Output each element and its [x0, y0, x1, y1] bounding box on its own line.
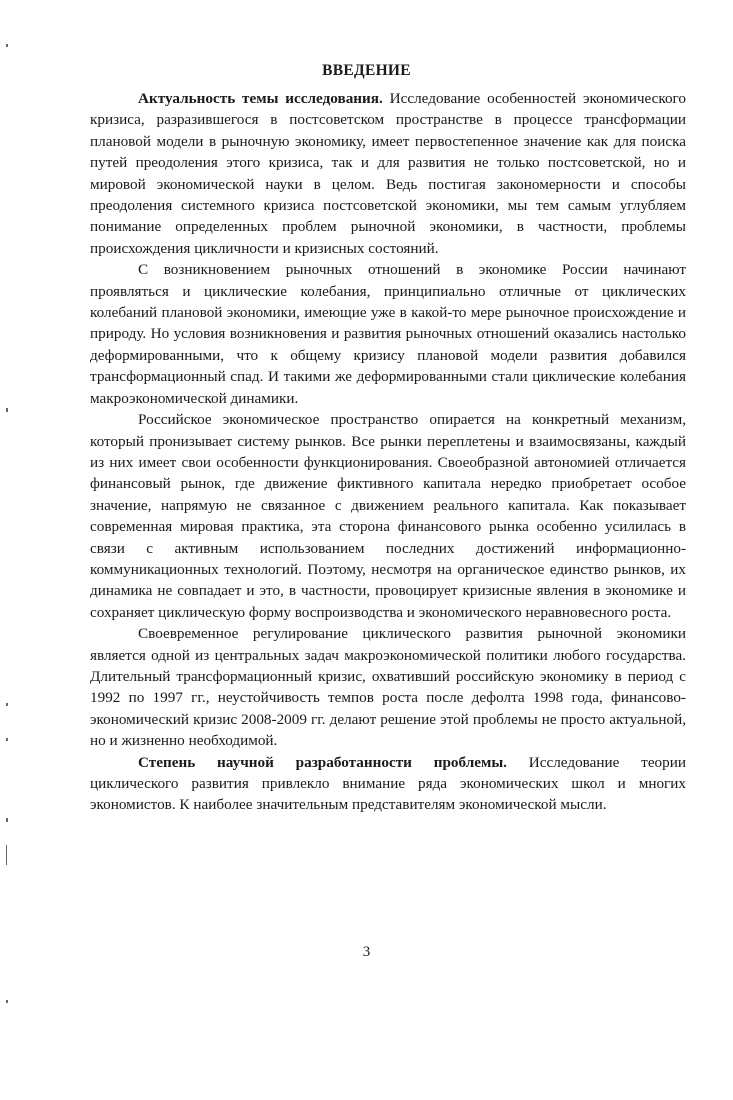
body-text: [90, 88, 686, 816]
paragraph-regulation: [90, 623, 686, 751]
scan-artifact: [6, 1000, 8, 1003]
paragraph-scientific-development: [90, 752, 686, 816]
scan-artifact: [6, 845, 7, 865]
scan-artifact: [6, 703, 8, 706]
paragraph-lead: Актуальность темы исследования.: [138, 90, 383, 107]
section-heading: ВВЕДЕНИЕ: [322, 62, 411, 79]
paragraph-text: Исследование теории циклического развития привлекло внимание ряда экономических школ и многих экономистов. К наиболее значительным представителям экономической мысли.: [90, 753, 686, 814]
scan-artifact: [6, 408, 8, 412]
paragraph-text: Исследование особенностей экономического кризиса, разразившегося в постсоветском пространстве в процессе трансформации плановой модели в рыночную экономику, имеет первостепенное значение как для поиска путей преодоления этого кризиса, так и для развития не только постсоветской, но и мировой экономической науки в целом. Ведь постигая закономерности и способы преодоления системного кризиса постсоветской экономики, мы тем самым углубляем понимание определенных проблем рыночной экономики, в частности, проблемы происхождения цикличности и кризисных состояний.: [90, 90, 686, 257]
paragraph-text: С возникновением рыночных отношений в экономике России начинают проявляться и циклические колебания, принципиально отличные от циклических колебаний плановой экономики, имеющие уже в какой-то мере рыночное происхождение и природу. Но условия возникновения и развития рыночных отношений оказались настолько деформированными, что к общему кризису плановой модели развития добавился трансформационный спад. И такими же деформированными стали циклические колебания макроэкономической динамики.: [90, 261, 686, 407]
paragraph-relevance: [90, 88, 686, 259]
page-number: 3: [362, 944, 371, 960]
scan-artifact: [6, 738, 8, 741]
scan-artifact: [6, 818, 8, 822]
scan-artifact: [6, 44, 8, 47]
paragraph-economic-space: [90, 409, 686, 623]
paragraph-text: Российское экономическое пространство опирается на конкретный механизм, который пронизывает систему рынков. Все рынки переплетены и взаимосвязаны, каждый из них имеет свои особенности функционирования. Своеобразной автономией отличается финансовый рынок, где движение фиктивного капитала нередко приобретает особое значение, напрямую не связанное с движением реального капитала. Как показывает современная мировая практика, эта сторона финансового рынка особенно усилилась в связи с активным использованием последних достижений информационно-коммуникационных технологий. Поэтому, несмотря на органическое единство рынков, их динамика не совпадает и это, в частности, провоцирует кризисные явления в экономике и сохраняет циклическую форму воспроизводства и экономического неравновесного роста.: [90, 411, 686, 621]
paragraph-market-relations: [90, 259, 686, 409]
paragraph-text: Своевременное регулирование циклического развития рыночной экономики является одной из центральных задач макроэкономической политики любого государства. Длительный трансформационный кризис, охвативший российскую экономику в период с 1992 по 1997 гг., неустойчивость темпов роста после дефолта 1998 года, финансово-экономический кризис 2008-2009 гг. делают решение этой проблемы не просто актуальной, но и жизненно необходимой.: [90, 625, 686, 750]
paragraph-lead: Степень научной разработанности проблемы.: [138, 753, 507, 771]
